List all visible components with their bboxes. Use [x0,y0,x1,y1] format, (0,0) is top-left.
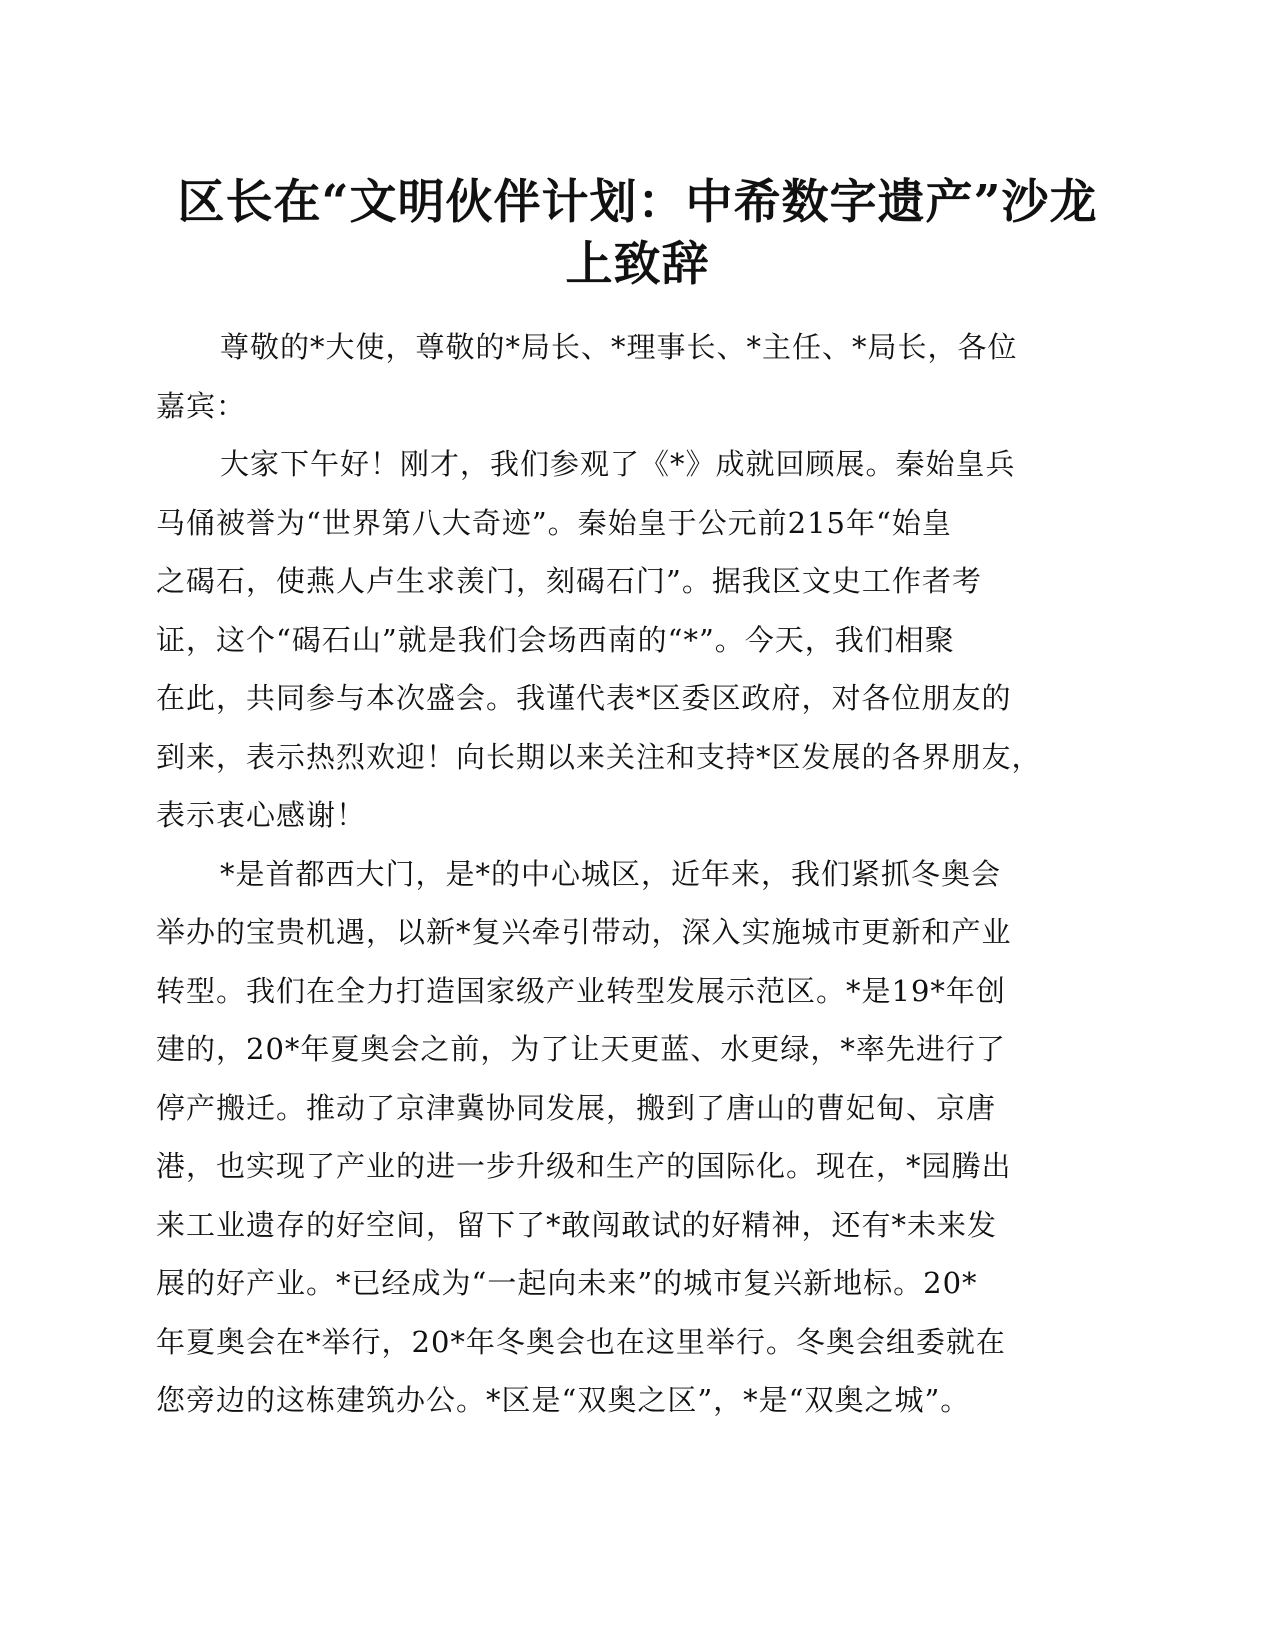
title-line: 区长在“文明伙伴计划：中希数字遗产”沙龙 [177,175,1098,230]
paragraph-line: 举办的宝贵机遇，以新*复兴牵引带动，深入实施城市更新和产业 [156,915,1012,949]
paragraph-line: 来工业遗存的好空间，留下了*敢闯敢试的好精神，还有*未来发 [156,1207,998,1242]
paragraph-line: 建的，20*年夏奥会之前，为了让天更蓝、水更绿，*率先进行了 [156,1032,1006,1066]
paragraph-line: 到来，表示热烈欢迎！向长期以来关注和支持*区发展的各界朋友， [156,739,1042,774]
document-body [156,318,1126,1430]
title-line: 上致辞 [565,237,710,292]
paragraph-greeting [156,435,1126,845]
paragraph-line: 在此，共同参与本次盛会。我谨代表*区委区政府，对各位朋友的 [156,681,1012,715]
paragraph-line: 大家下午好！刚才，我们参观了《*》成就回顾展。秦始皇兵 [220,447,1016,481]
paragraph-line: 转型。我们在全力打造国家级产业转型发展示范区。*是19*年创 [156,973,1006,1008]
paragraph-line: 表示衷心感谢！ [156,798,367,832]
document-title [130,172,1145,296]
paragraph-line: 之碣石，使燕人卢生求羡门，刻碣石门”。据我区文史工作者考 [156,564,982,598]
paragraph-district-intro [156,845,1126,1430]
paragraph-line: 嘉宾： [156,388,247,423]
paragraph-line: 展的好产业。*已经成为“一起向未来”的城市复兴新地标。20* [156,1266,978,1300]
paragraph-line: 尊敬的*大使，尊敬的*局长、*理事长、*主任、*局长，各位 [220,330,1018,364]
paragraph-line: 马俑被誉为“世界第八大奇迹”。秦始皇于公元前215年“始皇 [156,505,952,540]
paragraph-line: 港，也实现了产业的进一步升级和生产的国际化。现在，*园腾出 [156,1149,1012,1183]
paragraph-line: 您旁边的这栋建筑办公。*区是“双奥之区”，*是“双奥之城”。 [156,1383,971,1417]
paragraph-line: 停产搬迁。推动了京津冀协同发展，搬到了唐山的曹妃甸、京唐 [156,1090,997,1125]
paragraph-line: 证，这个“碣石山”就是我们会场西南的“*”。今天，我们相聚 [156,622,955,657]
paragraph-line: 年夏奥会在*举行，20*年冬奥会也在这里举行。冬奥会组委就在 [156,1324,1006,1359]
paragraph-line: *是首都西大门，是*的中心城区，近年来，我们紧抓冬奥会 [220,856,1002,891]
paragraph-salutation [156,318,1126,435]
